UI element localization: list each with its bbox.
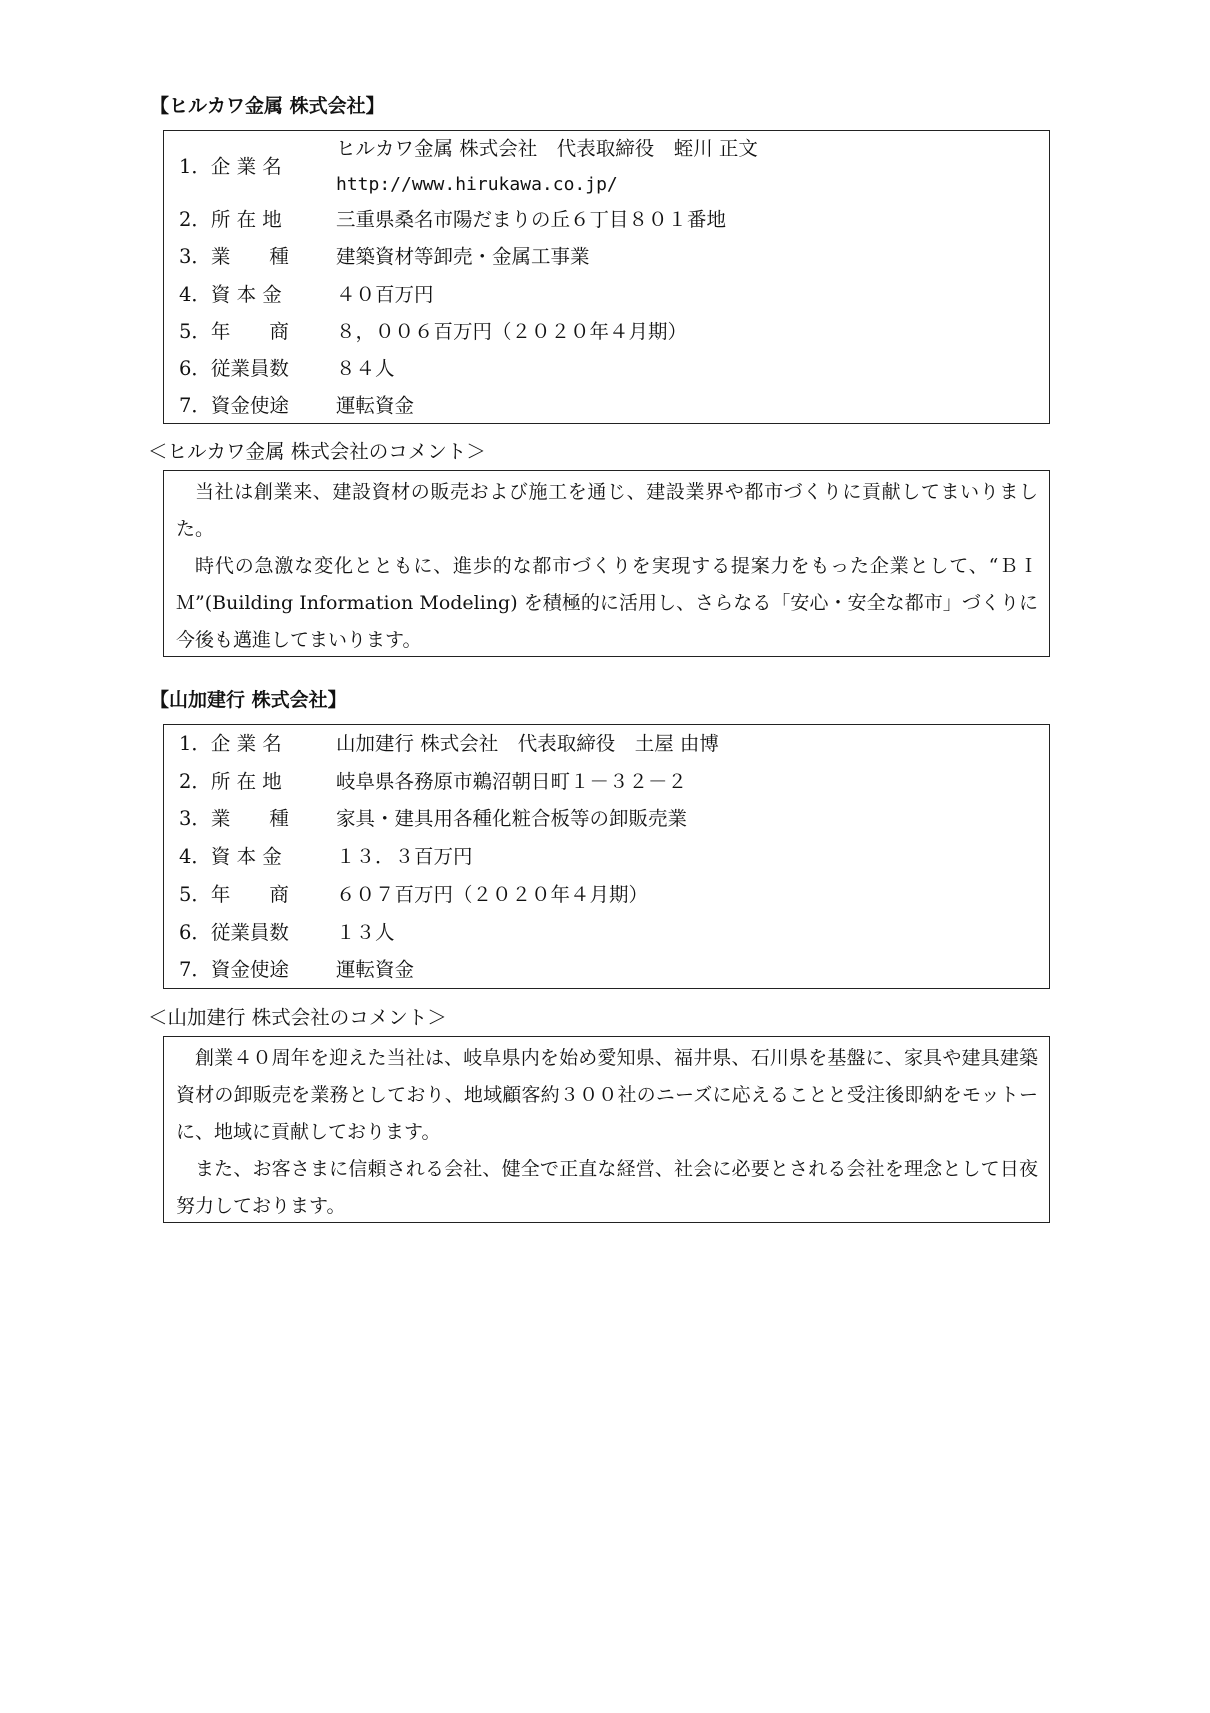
comment-paragraph: 時代の急激な変化とともに、進歩的な都市づくりを実現する提案力をもった企業として、“ＢＩＭ”(Building Information Modeling) を積極的に活用し、さらなる「安心・安全な都市」づくりに今後も邁進してまいります。 (176, 555, 1038, 651)
info-row-annual-sales (164, 313, 1049, 350)
info-value: ６０７百万円（２０２０年４月期） (336, 883, 649, 906)
info-value: １３．３百万円 (336, 845, 473, 868)
info-row-industry (164, 238, 1049, 275)
info-row-capital (164, 276, 1049, 313)
info-value: ８，００６百万円（２０２０年４月期） (336, 320, 688, 343)
info-label: 1．企 業 名 (179, 732, 282, 755)
comment-title-hirukawa: ＜ヒルカワ金属 株式会社のコメント＞ (148, 440, 486, 463)
info-row-company-name (164, 131, 1049, 203)
info-value: 運転資金 (336, 394, 415, 417)
info-row-industry (164, 800, 1049, 837)
info-label: 5．年 商 (179, 883, 289, 906)
info-value: 家具・建具用各種化粧合板等の卸販売業 (336, 807, 688, 830)
info-value: 運転資金 (336, 958, 415, 981)
info-value: ヒルカワ金属 株式会社 代表取締役 蛭川 正文 (336, 137, 758, 160)
info-value: ８４人 (336, 357, 395, 380)
info-row-fund-use (164, 951, 1049, 988)
info-label: 7．資金使途 (179, 958, 289, 981)
info-value: ４０百万円 (336, 283, 434, 306)
comment-title-yamaka: ＜山加建行 株式会社のコメント＞ (148, 1006, 447, 1029)
info-row-address (164, 201, 1049, 238)
info-row-address (164, 763, 1049, 800)
info-label: 7．資金使途 (179, 394, 289, 417)
info-label: 1．企 業 名 (179, 155, 282, 178)
info-row-employees (164, 914, 1049, 951)
comment-box-hirukawa (163, 470, 1050, 657)
info-label: 3．業 種 (179, 807, 289, 830)
info-label: 4．資 本 金 (179, 845, 282, 868)
info-label: 2．所 在 地 (179, 770, 282, 793)
company-heading-yamaka: 【山加建行 株式会社】 (150, 689, 347, 711)
company-info-table-hirukawa (163, 130, 1050, 424)
info-row-employees (164, 350, 1049, 387)
info-value: １３人 (336, 921, 395, 944)
comment-paragraph: また、お客さまに信頼される会社、健全で正直な経営、社会に必要とされる会社を理念として日夜努力しております。 (176, 1158, 1038, 1217)
info-value: 建築資材等卸売・金属工事業 (336, 245, 590, 268)
company-url-link[interactable]: http://www.hirukawa.co.jp/ (336, 174, 618, 195)
company-heading-hirukawa: 【ヒルカワ金属 株式会社】 (150, 95, 385, 117)
info-value: 岐阜県各務原市鵜沼朝日町１－３２－２ (336, 770, 688, 793)
info-label: 5．年 商 (179, 320, 289, 343)
info-row-company-name (164, 725, 1049, 762)
company-info-table-yamaka (163, 724, 1050, 989)
info-row-fund-use (164, 387, 1049, 424)
info-label: 4．資 本 金 (179, 283, 282, 306)
info-value: 三重県桑名市陽だまりの丘６丁目８０１番地 (336, 208, 727, 231)
info-row-annual-sales (164, 876, 1049, 913)
comment-paragraph: 当社は創業来、建設資材の販売および施工を通じ、建設業界や都市づくりに貢献してまいりました。 (176, 481, 1038, 540)
info-label: 3．業 種 (179, 245, 289, 268)
comment-box-yamaka (163, 1036, 1050, 1223)
info-row-capital (164, 838, 1049, 875)
comment-paragraph: 創業４０周年を迎えた当社は、岐阜県内を始め愛知県、福井県、石川県を基盤に、家具や建具建築資材の卸販売を業務としており、地域顧客約３００社のニーズに応えることと受注後即納をモットーに、地域に貢献しております。 (176, 1047, 1038, 1143)
info-label: 6．従業員数 (179, 921, 289, 944)
info-label: 2．所 在 地 (179, 208, 282, 231)
info-value: 山加建行 株式会社 代表取締役 土屋 由博 (336, 732, 719, 755)
info-label: 6．従業員数 (179, 357, 289, 380)
